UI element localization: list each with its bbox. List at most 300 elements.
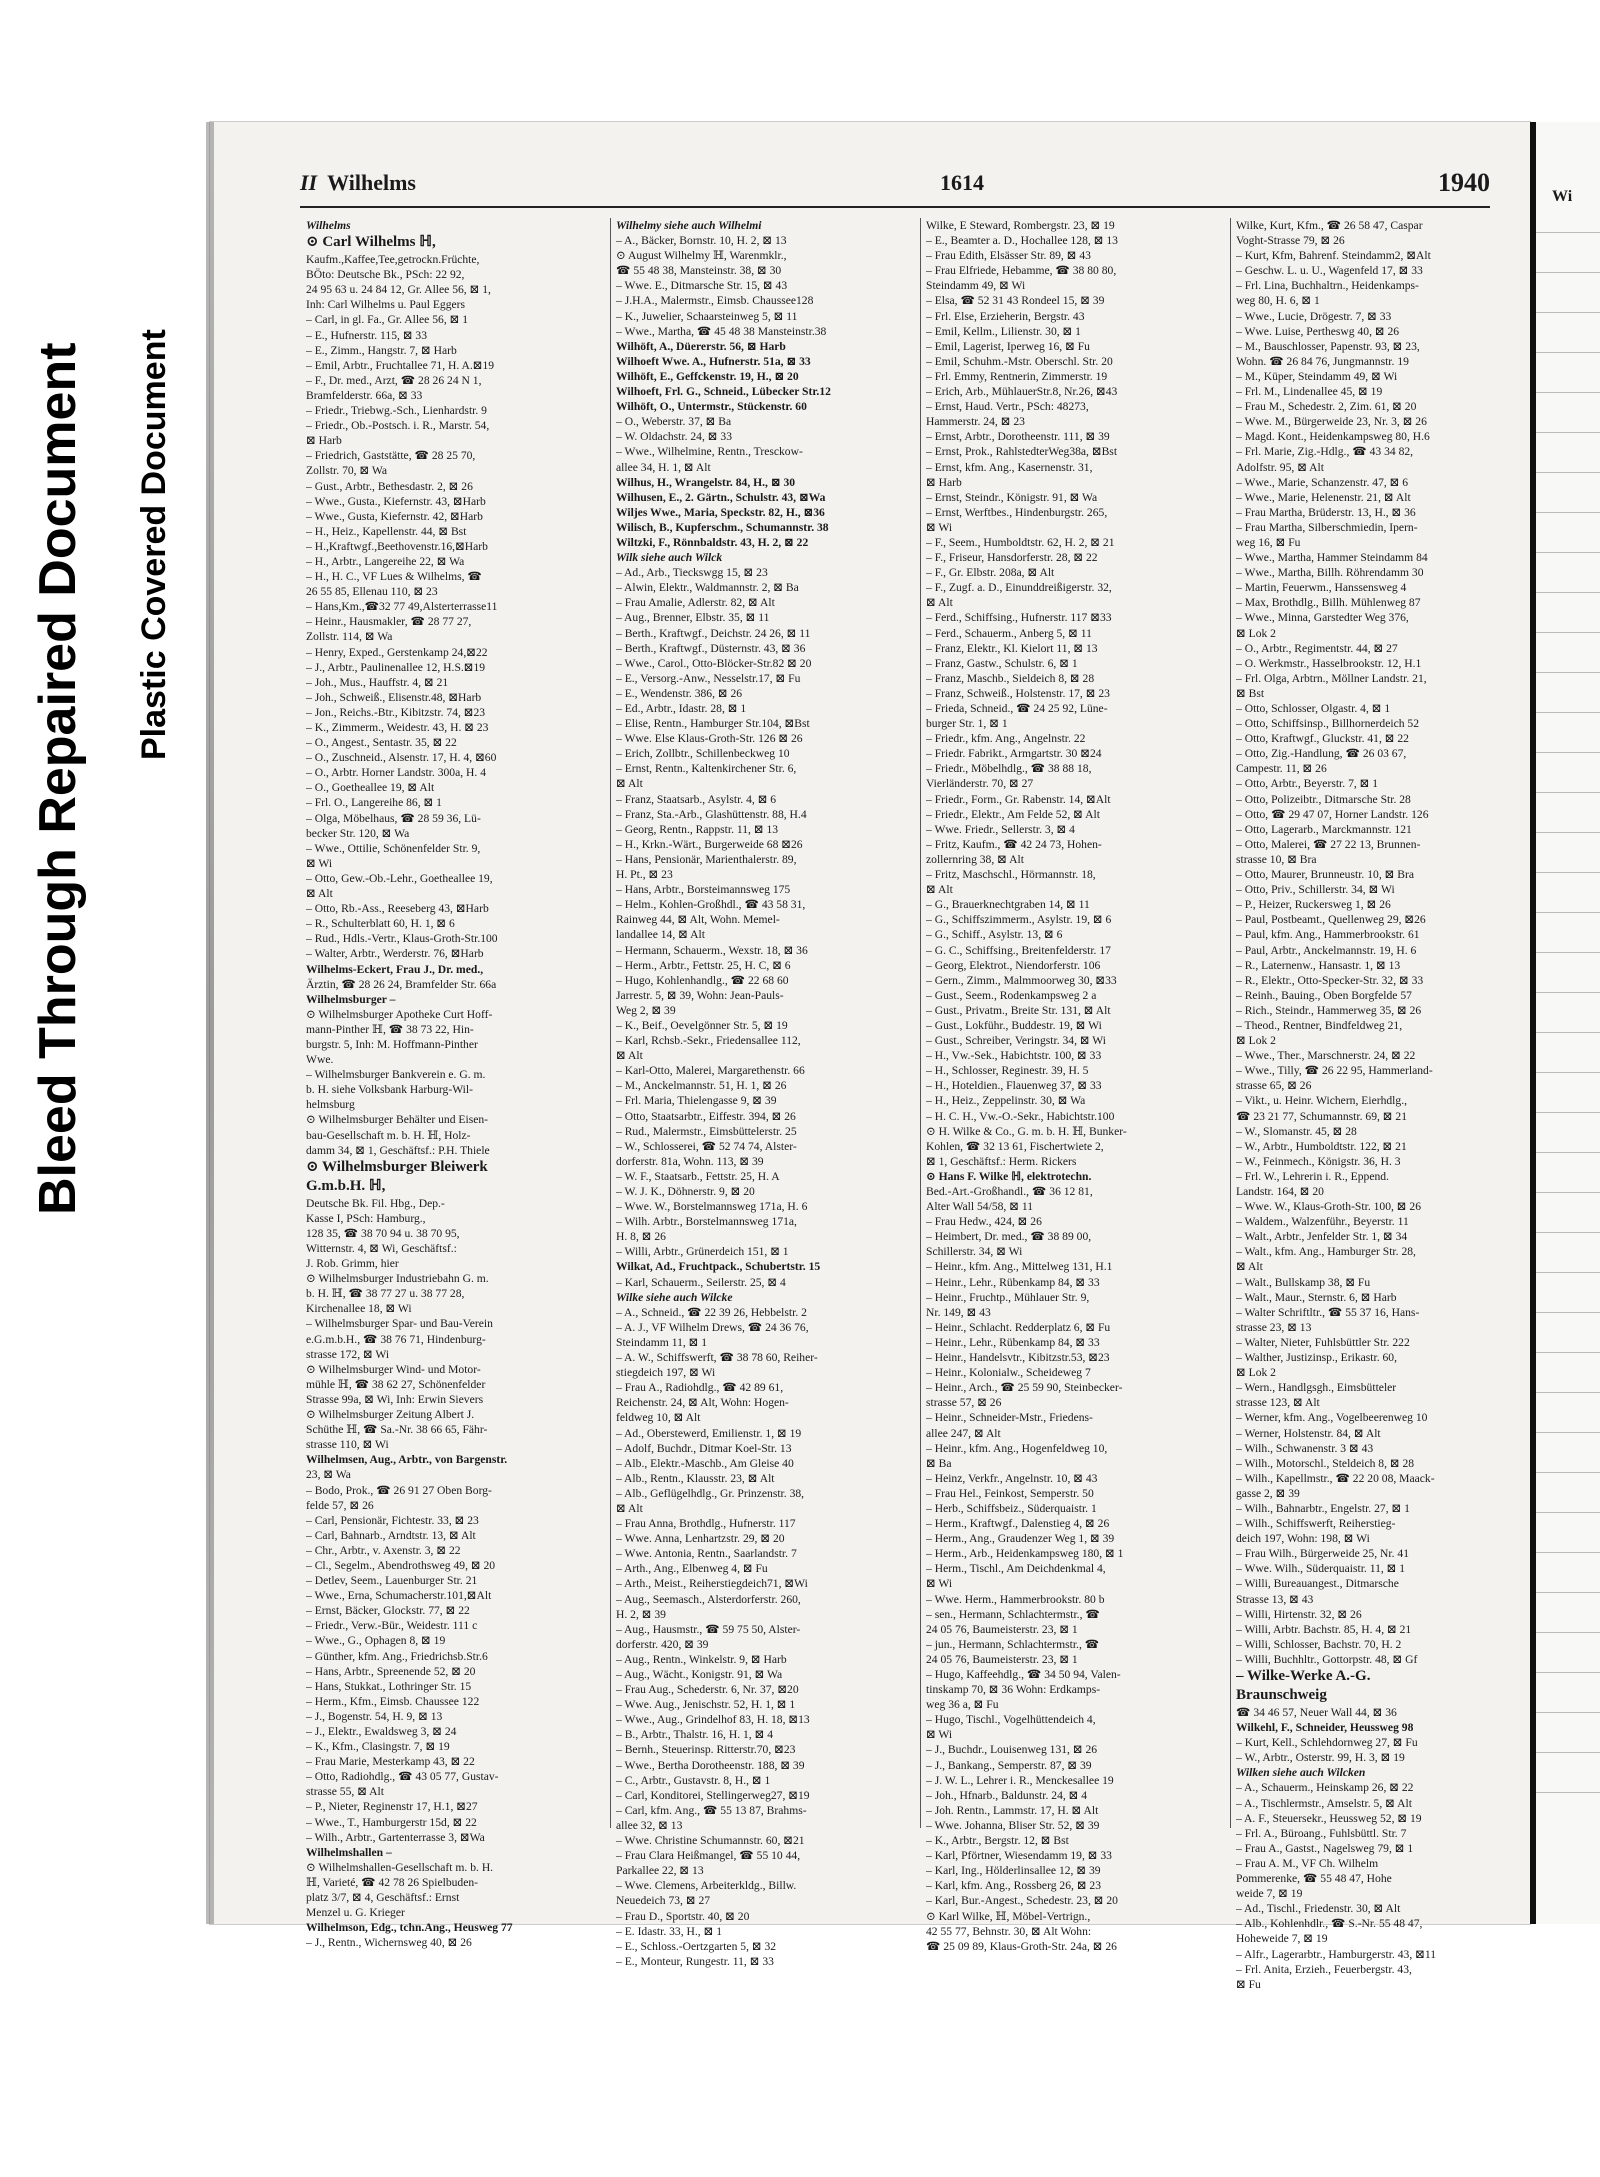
directory-entry: – H., Schlosser, Reginestr. 39, H. 5 (926, 1064, 1089, 1078)
directory-entry: – Franz, Schweiß., Holstenstr. 17, ⊠ 23 (926, 686, 1110, 700)
directory-entry: strasse 65, ⊠ 26 (1236, 1079, 1312, 1093)
adjacent-page-line (1536, 472, 1600, 473)
directory-entry: – Otto, Schlosser, Olgastr. 4, ⊠ 1 (1236, 702, 1391, 715)
directory-entry: Inh: Carl Wilhelms u. Paul Eggers (306, 298, 466, 312)
directory-entry: – O., Weberstr. 37, ⊠ Ba (616, 415, 732, 429)
directory-entry: – Carl, Konditorei, Stellingerweg27, ⊠19 (616, 1788, 810, 1802)
adjacent-page-line (1536, 1592, 1600, 1593)
directory-entry: – Otto, Gew.-Ob.-Lehr., Goetheallee 19, (306, 871, 493, 885)
directory-entry: – H., Arbtr., Langereihe 22, ⊠ Wa (306, 554, 465, 568)
adjacent-page-line (1536, 1432, 1600, 1433)
directory-entry: – Willi, Hirtenstr. 32, ⊠ 26 (1236, 1607, 1362, 1621)
directory-entry: Wilhelmson, Edg., tchn.Ang., Heusweg 77 (306, 1921, 513, 1935)
directory-entry: ⊠ Wi (926, 520, 953, 534)
directory-entry: Wohn. ☎ 26 84 76, Jungmannstr. 19 (1236, 354, 1409, 368)
directory-entry: – K., Arbtr., Bergstr. 12, ⊠ Bst (926, 1834, 1069, 1848)
directory-entry: – Gust., Arbtr., Bethesdastr. 2, ⊠ 26 (306, 479, 473, 493)
directory-entry: – Willi, Arbtr., Grünerdeich 151, ⊠ 1 (616, 1245, 789, 1259)
adjacent-page-line (1536, 1352, 1600, 1353)
directory-entry: – H. C. H., Vw.-O.-Sekr., Habichtstr.100 (926, 1109, 1115, 1123)
directory-entry: bau-Gesellschaft m. b. H. ℍ, Holz- (306, 1128, 471, 1142)
directory-entry: – Heimbert, Dr. med., ☎ 38 89 00, (926, 1230, 1092, 1244)
directory-entry: Wilkehl, F., Schneider, Heussweg 98 (1236, 1721, 1414, 1735)
directory-entry: Deutsche Bk. Fil. Hbg., Dep.- (306, 1196, 445, 1210)
directory-entry: – Otto, Staatsarbtr., Eiffestr. 394, ⊠ 26 (616, 1109, 796, 1123)
directory-entry: – Reinh., Bauing., Oben Borgfelde 57 (1236, 988, 1412, 1002)
directory-entry: – Friedr., kfm. Ang., Angelnstr. 22 (926, 732, 1086, 746)
directory-entry: – Franz, Elektr., Kl. Kielort 11, ⊠ 13 (926, 641, 1098, 655)
directory-entry: Nr. 149, ⊠ 43 (926, 1305, 991, 1319)
directory-entry: Strasse 99a, ⊠ Wi, Inh: Erwin Sievers (306, 1392, 484, 1406)
directory-entry: – Wilh., Schiffswerft, Reiherstieg- (1236, 1517, 1396, 1531)
directory-entry: – Joh. Rentn., Lammstr. 17, H. ⊠ Alt (926, 1803, 1099, 1817)
directory-entry: – Friedr., Elektr., Am Felde 52, ⊠ Alt (926, 807, 1100, 821)
directory-entry: – Paul, Postbeamt., Quellenweg 29, ⊠26 (1236, 913, 1426, 927)
directory-entry: – Franz, Maschb., Sieldeich 8, ⊠ 28 (926, 671, 1095, 685)
directory-entry: – J., Buchdr., Louisenweg 131, ⊠ 26 (926, 1743, 1098, 1757)
directory-entry: Campestr. 11, ⊠ 26 (1236, 762, 1327, 776)
adjacent-page-line (1536, 1032, 1600, 1033)
directory-entry: – Helm., Kohlen-Großhdl., ☎ 43 58 31, (616, 898, 806, 912)
directory-entry: – K., Zimmerm., Weidestr. 43, H. ⊠ 23 (306, 721, 489, 734)
directory-entry: – Gern., Zimm., Malmmoorweg 30, ⊠33 (926, 973, 1117, 987)
directory-entry: Alter Wall 54/58, ⊠ 11 (926, 1200, 1033, 1214)
page-header (300, 170, 1490, 206)
directory-entry: – Erich, Zollbtr., Schillenbeckweg 10 (616, 747, 790, 761)
directory-entry: Kohlen, ☎ 32 13 61, Fischertwiete 2, (926, 1139, 1104, 1153)
directory-entry: 42 55 77, Behnstr. 30, ⊠ Alt Wohn: (926, 1924, 1092, 1938)
directory-entry: Wilke, Kurt, Kfm., ☎ 26 58 47, Caspar (1236, 219, 1423, 232)
directory-entry: – A. F., Steuersekr., Heussweg 52, ⊠ 19 (1236, 1811, 1422, 1825)
directory-entry: strasse 123, ⊠ Alt (1236, 1396, 1320, 1410)
directory-entry: – Joh., Hfnarb., Baldunstr. 24, ⊠ 4 (926, 1788, 1088, 1802)
directory-entry: 24 05 76, Baumeisterstr. 23, ⊠ 1 (926, 1622, 1078, 1636)
adjacent-page-line (1536, 1552, 1600, 1553)
directory-entry: – G., Brauerknechtgraben 14, ⊠ 11 (926, 898, 1090, 912)
directory-entry: – Waldem., Walzenführ., Beyerstr. 11 (1236, 1215, 1409, 1229)
directory-entry: – Henry, Exped., Gerstenkamp 24,⊠22 (306, 645, 488, 659)
directory-entry: – F., Gr. Elbstr. 208a, ⊠ Alt (926, 566, 1055, 580)
directory-entry: tinskamp 70, ⊠ 36 Wohn: Erdkamps- (926, 1683, 1101, 1697)
directory-entry: – Heinz, Verkfr., Angelnstr. 10, ⊠ 43 (926, 1471, 1098, 1485)
directory-entry: deich 197, Wohn: 198, ⊠ Wi (1236, 1532, 1370, 1546)
directory-entry: Adolfstr. 95, ⊠ Alt (1236, 460, 1324, 474)
directory-entry: – H., Heiz., Kapellenstr. 44, ⊠ Bst (306, 524, 467, 538)
directory-entry: ⊙ H. Wilke & Co., G. m. b. H. ℍ, Bunker- (926, 1124, 1127, 1138)
directory-entry: – Heinr., Handelsvtr., Kibitzstr.53, ⊠23 (926, 1351, 1110, 1365)
directory-entry: – Ernst, Rentn., Kaltenkirchener Str. 6, (616, 762, 797, 776)
directory-entry: – Wwe. Herm., Hammerbrookstr. 80 b (926, 1592, 1105, 1606)
adjacent-page-line (1536, 352, 1600, 353)
directory-entry: – Willi, Bureauangest., Ditmarsche (1236, 1577, 1399, 1591)
directory-entry: – Karl, kfm. Ang., Rossberg 26, ⊠ 23 (926, 1879, 1102, 1893)
directory-entry: Ärztin, ☎ 28 26 24, Bramfelder Str. 66a (306, 977, 497, 991)
directory-entry: – Ed., Arbtr., Idastr. 28, ⊠ 1 (616, 702, 747, 715)
directory-entry: – Hans, Arbtr., Spreenende 52, ⊠ 20 (306, 1664, 476, 1678)
directory-entry: – W., Arbtr., Humboldtstr. 122, ⊠ 21 (1236, 1139, 1407, 1153)
directory-entry: – Hans, Stukkat., Lothringer Str. 15 (306, 1679, 472, 1693)
directory-entry: – Walter Schriftltr., ☎ 55 37 16, Hans- (1236, 1305, 1420, 1319)
directory-entry: Wilken siehe auch Wilcken (1236, 1766, 1366, 1780)
directory-entry: – Aug., Brenner, Elbstr. 35, ⊠ 11 (616, 611, 770, 625)
directory-entry: – Friedr., Verw.-Bür., Weidestr. 111 c (306, 1619, 478, 1633)
directory-column-3 (926, 218, 1222, 1954)
directory-entry: – Willi, Buchhltr., Gottorpstr. 48, ⊠ Gf (1236, 1652, 1418, 1666)
directory-column-4 (1236, 218, 1532, 1992)
directory-entry: – Frl. Else, Erzieherin, Bergstr. 43 (926, 309, 1085, 323)
directory-entry: – Geschw. L. u. U., Wagenfeld 17, ⊠ 33 (1236, 264, 1423, 278)
adjacent-page-line (1536, 872, 1600, 873)
directory-entry: – Alb., Elektr.-Maschb., Am Gleise 40 (616, 1456, 794, 1470)
directory-entry: – jun., Hermann, Schlachtermstr., ☎ (926, 1637, 1100, 1651)
directory-entry: ⊠ Wi (926, 1728, 953, 1742)
running-head-title: Wilhelms (327, 170, 416, 195)
directory-entry: – Gust., Seem., Rodenkampsweg 2 a (926, 988, 1097, 1002)
directory-entry: Wilhöft, O., Untermstr., Stückenstr. 60 (616, 400, 807, 414)
directory-entry: Parkallee 22, ⊠ 13 (616, 1864, 704, 1878)
directory-entry: – Wwe. Christine Schumannstr. 60, ⊠21 (616, 1834, 805, 1848)
directory-entry: – Friedrich, Gaststätte, ☎ 28 25 70, (306, 449, 476, 463)
directory-entry: – E., Monteur, Rungestr. 11, ⊠ 33 (616, 1954, 774, 1968)
directory-entry: – Ad., Tischl., Friedenstr. 30, ⊠ Alt (1236, 1902, 1401, 1916)
adjacent-page-line (1536, 392, 1600, 393)
directory-entry: 26 55 85, Ellenau 110, ⊠ 23 (306, 585, 438, 599)
directory-entry: – W., Feinmech., Königstr. 36, H. 3 (1236, 1154, 1401, 1168)
directory-entry: Wilhelmy siehe auch Wilhelmi (616, 219, 762, 232)
directory-entry: – Ferd., Schauerm., Anberg 5, ⊠ 11 (926, 626, 1092, 640)
directory-entry: weg 16, ⊠ Fu (1236, 535, 1301, 549)
directory-entry: helmsburg (306, 1098, 355, 1112)
directory-entry: – F., Zugf. a. D., Einunddreißigerstr. 32, (926, 581, 1112, 595)
directory-entry: – Aug., Seemasch., Alsterdorferstr. 260, (616, 1592, 801, 1606)
directory-entry: – Frieda, Schneid., ☎ 24 25 92, Lüne- (926, 702, 1108, 715)
directory-entry: – Wilke-Werke A.-G. (1236, 1668, 1371, 1684)
directory-entry: allee 32, ⊠ 13 (616, 1818, 683, 1832)
directory-entry: – Frau Edith, Elsässer Str. 89, ⊠ 43 (926, 249, 1091, 263)
adjacent-page-line (1536, 952, 1600, 953)
directory-entry: – Aug., Wächt., Konigstr. 91, ⊠ Wa (616, 1668, 783, 1681)
directory-entry: ⊠ Harb (306, 434, 342, 448)
directory-entry: – Hermann, Schauerm., Wexstr. 18, ⊠ 36 (616, 943, 808, 957)
directory-entry: – Wilh., Schwanenstr. 3 ⊠ 43 (1236, 1441, 1374, 1455)
directory-entry: Witternstr. 4, ⊠ Wi, Geschäftsf.: (306, 1242, 457, 1255)
directory-entry: Zollstr. 114, ⊠ Wa (306, 630, 393, 644)
directory-entry: – Wwe. M., Bürgerweide 23, Nr. 3, ⊠ 26 (1236, 415, 1427, 429)
directory-entry: – Fritz, Kaufm., ☎ 42 24 73, Hohen- (926, 837, 1102, 851)
adjacent-page-line (1536, 1792, 1600, 1793)
directory-entry: – O., Angest., Sentastr. 35, ⊠ 22 (306, 736, 457, 750)
directory-entry: – E., Schloss.-Oertzgarten 5, ⊠ 32 (616, 1939, 777, 1953)
directory-entry: – Alwin, Elektr., Waldmannstr. 2, ⊠ Ba (616, 581, 799, 595)
directory-entry: – E., Versorg.-Anw., Nesselstr.17, ⊠ Fu (616, 671, 801, 685)
directory-entry: – Herm., Kraftwgf., Dalenstieg 4, ⊠ 26 (926, 1517, 1110, 1531)
directory-entry: – Heinr., kfm. Ang., Mittelweg 131, H.1 (926, 1260, 1113, 1274)
directory-entry: H. Pt., ⊠ 23 (616, 868, 673, 882)
directory-entry: – Fritz, Maschschl., Hörmannstr. 18, (926, 868, 1096, 882)
directory-entry: strasse 55, ⊠ Alt (306, 1785, 384, 1799)
directory-entry: – Heinr., kfm. Ang., Hogenfeldweg 10, (926, 1441, 1108, 1455)
directory-entry: – Hugo, Tischl., Vogelhüttendeich 4, (926, 1713, 1096, 1727)
directory-entry: – Franz, Sta.-Arb., Glashüttenstr. 88, H.4 (616, 807, 807, 821)
adjacent-page-line (1536, 712, 1600, 713)
directory-entry: – Frl. W., Lehrerin i. R., Eppend. (1236, 1169, 1389, 1183)
directory-entry: – M., Anckelmannstr. 51, H. 1, ⊠ 26 (616, 1079, 787, 1093)
adjacent-page-line (1536, 752, 1600, 753)
adjacent-page-line (1536, 272, 1600, 273)
directory-entry: ℍ, Varieté, ☎ 42 78 26 Spielbuden- (306, 1875, 479, 1889)
directory-entry: – Walt., Bullskamp 38, ⊠ Fu (1236, 1275, 1371, 1289)
directory-entry: – J., Rentn., Wichernsweg 40, ⊠ 26 (306, 1936, 472, 1950)
directory-entry: – R., Laternenw., Hansastr. 1, ⊠ 13 (1236, 958, 1401, 972)
adjacent-page-line (1536, 1232, 1600, 1233)
adjacent-page-line (1536, 552, 1600, 553)
directory-entry: – Heinr., Schneider-Mstr., Friedens- (926, 1411, 1093, 1425)
directory-entry: 24 95 63 u. 24 84 12, Gr. Allee 56, ⊠ 1, (306, 283, 491, 297)
directory-entry: Strasse 13, ⊠ 43 (1236, 1592, 1314, 1606)
directory-entry: – Frl. Anita, Erzieh., Feuerbergstr. 43, (1236, 1962, 1412, 1976)
directory-entry: – Friedr., Möbelhdlg., ☎ 38 88 18, (926, 762, 1092, 776)
adjacent-page-line (1536, 1712, 1600, 1713)
adjacent-page-line (1536, 1272, 1600, 1273)
directory-entry: – Herm., Arbtr., Fettstr. 25, H. C, ⊠ 6 (616, 958, 791, 972)
directory-entry: strasse 23, ⊠ 13 (1236, 1320, 1312, 1334)
directory-entry: – Frl. Marie, Zig.-Hdlg., ☎ 43 34 82, (1236, 445, 1414, 459)
directory-entry: Wilhelmsburger – (306, 992, 396, 1006)
directory-entry: – Otto, Schiffsinsp., Billhornerdeich 52 (1236, 717, 1420, 731)
directory-entry: ⊙ Wilhelmsburger Wind- und Motor- (306, 1362, 481, 1376)
directory-entry: ⊠ Wi (306, 856, 333, 870)
directory-entry: – Wwe. Clemens, Arbeiterkldg., Billw. (616, 1879, 797, 1893)
directory-entry: Wwe. (306, 1053, 334, 1067)
directory-entry: Wilhus, H., Wrangelstr. 84, H., ⊠ 30 (616, 475, 796, 489)
directory-entry: – Aug., Hausmstr., ☎ 59 75 50, Alster- (616, 1622, 801, 1636)
directory-entry: – C., Arbtr., Gustavstr. 8, H., ⊠ 1 (616, 1773, 771, 1787)
directory-entry: – Carl, Bahnarb., Arndtstr. 13, ⊠ Alt (306, 1528, 476, 1542)
directory-entry: J. Rob. Grimm, hier (306, 1257, 399, 1271)
directory-entry: – Wwe., Aug., Grindelhof 83, H. 18, ⊠13 (616, 1713, 810, 1727)
directory-entry: – Ernst, Werftbes., Hindenburgstr. 265, (926, 505, 1108, 519)
directory-entry: ⊙ August Wilhelmy ℍ, Warenmklr., (616, 249, 787, 263)
directory-entry: Steindamm 11, ⊠ 1 (616, 1335, 708, 1349)
directory-entry: – W. F., Staatsarb., Fettstr. 25, H. A (616, 1169, 780, 1183)
directory-entry: Kaufm.,Kaffee,Tee,getrockn.Früchte, (306, 253, 480, 267)
scanned-page (210, 122, 1530, 1991)
directory-entry: – Frau Anna, Brothdlg., Hufnerstr. 117 (616, 1517, 796, 1531)
directory-entry: ⊙ Wilhelmsburger Behälter und Eisen- (306, 1113, 489, 1127)
directory-entry: – Otto, Arbtr., Beyerstr. 7, ⊠ 1 (1236, 777, 1379, 791)
directory-entry: – Frau Aug., Schederstr. 6, Nr. 37, ⊠20 (616, 1683, 799, 1697)
column-divider (610, 218, 611, 1828)
directory-entry: – E. Idastr. 33, H., ⊠ 1 (616, 1924, 722, 1938)
directory-entry: – Otto, Lagerarb., Marckmannstr. 121 (1236, 822, 1412, 836)
directory-entry: – Wwe. W., Klaus-Groth-Str. 100, ⊠ 26 (1236, 1200, 1422, 1214)
directory-entry: strasse 57, ⊠ 26 (926, 1396, 1002, 1410)
directory-entry: – E., Wendenstr. 386, ⊠ 26 (616, 686, 743, 700)
directory-entry: Wiltzki, F., Rönnbaldstr. 43, H. 2, ⊠ 22 (616, 535, 809, 549)
directory-entry: – W. J. K., Döhnerstr. 9, ⊠ 20 (616, 1185, 755, 1198)
directory-entry: – A., Schneid., ☎ 22 39 26, Hebbelstr. 2 (616, 1305, 807, 1319)
directory-entry: weg 36 a, ⊠ Fu (926, 1698, 999, 1712)
directory-entry: Steindamm 49, ⊠ Wi (926, 279, 1026, 293)
directory-entry: – M., Küper, Steindamm 49, ⊠ Wi (1236, 369, 1398, 383)
directory-entry: – Wilh., Kapellmstr., ☎ 22 20 08, Maack- (1236, 1471, 1435, 1485)
directory-entry: – Walter, Nieter, Fuhlsbüttler Str. 222 (1236, 1335, 1410, 1349)
directory-entry: – Wwe., Carol., Otto-Blöcker-Str.82 ⊠ 20 (616, 656, 812, 670)
directory-entry: – Frau Elfriede, Hebamme, ☎ 38 80 80, (926, 264, 1117, 278)
adjacent-page-line (1536, 832, 1600, 833)
directory-entry: – Wwe., Martha, Hammer Steindamm 84 (1236, 551, 1428, 565)
directory-entry: – Ernst, Steindr., Königstr. 91, ⊠ Wa (926, 490, 1098, 504)
directory-entry: – Wwe. W., Borstelmannsweg 171a, H. 6 (616, 1200, 808, 1214)
directory-entry: – H., H. C., VF Lues & Wilhelms, ☎ (306, 570, 482, 584)
directory-entry: – Wwe. Friedr., Sellerstr. 3, ⊠ 4 (926, 822, 1075, 836)
directory-entry: Bramfelderstr. 66a, ⊠ 33 (306, 388, 423, 402)
directory-entry: – Wwe., Erna, Schumacherstr.101,⊠Alt (306, 1589, 492, 1603)
directory-entry: – Friedr., Triebwg.-Sch., Lienhardstr. 9 (306, 404, 487, 418)
directory-entry: – Hugo, Kaffeehdlg., ☎ 34 50 94, Valen- (926, 1668, 1121, 1681)
directory-entry: – Otto, Zig.-Handlung, ☎ 26 03 67, (1236, 747, 1407, 761)
directory-entry: – Magd. Kont., Heidenkampsweg 80, H.6 (1236, 430, 1430, 444)
directory-entry: – Olga, Möbelhaus, ☎ 28 59 36, Lü- (306, 811, 481, 825)
directory-entry: – Emil, Arbtr., Fruchtallee 71, H. A.⊠19 (306, 358, 495, 372)
adjacent-page-line (1536, 1472, 1600, 1473)
directory-entry: – Walther, Justizinsp., Erikastr. 60, (1236, 1351, 1398, 1365)
directory-entry: ⊠ Alt (616, 1501, 643, 1515)
directory-entry: – R., Elektr., Otto-Specker-Str. 32, ⊠ 33 (1236, 973, 1424, 987)
directory-entry: – H., Krkn.-Wärt., Burgerweide 68 ⊠26 (616, 837, 803, 851)
directory-entry: – Herm., Tischl., Am Deichdenkmal 4, (926, 1562, 1106, 1576)
directory-entry: – Bernh., Steuerinsp. Ritterstr.70, ⊠23 (616, 1743, 796, 1757)
directory-entry: – Heinr., Arch., ☎ 25 59 90, Steinbecker- (926, 1381, 1123, 1395)
directory-entry: – Gust., Lokführ., Buddestr. 19, ⊠ Wi (926, 1018, 1102, 1032)
directory-entry: – Frl. Emmy, Rentnerin, Zimmerstr. 19 (926, 369, 1108, 383)
header-rule (300, 206, 1490, 208)
directory-entry: Wilhelmshallen – (306, 1845, 392, 1859)
directory-entry: Rainweg 44, ⊠ Alt, Wohn. Memel- (616, 913, 780, 927)
directory-entry: – Carl, in gl. Fa., Gr. Allee 56, ⊠ 1 (306, 313, 469, 327)
directory-entry: – Otto, Kraftwgf., Gluckstr. 41, ⊠ 22 (1236, 732, 1409, 746)
directory-entry: – E., Zimm., Hangstr. 7, ⊠ Harb (306, 343, 457, 357)
directory-entry: – J., Elektr., Ewaldsweg 3, ⊠ 24 (306, 1725, 457, 1738)
directory-entry: – Franz, Gastw., Schulstr. 6, ⊠ 1 (926, 656, 1078, 670)
directory-entry: ☎ 25 09 89, Klaus-Groth-Str. 24a, ⊠ 26 (926, 1939, 1117, 1953)
adjacent-page-line (1536, 1632, 1600, 1633)
directory-entry: – Frl. A., Büroang., Fuhlsbüttl. Str. 7 (1236, 1826, 1407, 1840)
directory-entry: b. H. siehe Volksbank Harburg-Wil- (306, 1083, 473, 1097)
directory-entry: ⊠ Alt (1236, 1260, 1263, 1274)
directory-entry: – Karl-Otto, Malerei, Margarethenstr. 66 (616, 1064, 805, 1078)
directory-entry: – Wilh., Arbtr., Gartenterrasse 3, ⊠Wa (306, 1830, 485, 1844)
directory-entry: – K., Juwelier, Schaarsteinweg 5, ⊠ 11 (616, 309, 798, 323)
directory-entry: – Karl, Pförtner, Wiesendamm 19, ⊠ 33 (926, 1849, 1112, 1863)
directory-entry: ⊙ Wilhelmsburger Industriebahn G. m. (306, 1272, 489, 1286)
directory-entry: Wilhöft, E., Geffckenstr. 19, H., ⊠ 20 (616, 369, 799, 383)
directory-entry: – W., Slomanstr. 45, ⊠ 28 (1236, 1124, 1357, 1138)
directory-column-1 (306, 218, 602, 1950)
directory-entry: – Martin, Feuerwm., Hanssensweg 4 (1236, 581, 1407, 595)
directory-entry: – O., Arbtr., Regimentstr. 44, ⊠ 27 (1236, 641, 1398, 655)
side-label-plastic-covered: Plastic Covered Document (135, 329, 173, 760)
directory-entry: H. 2, ⊠ 39 (616, 1607, 666, 1621)
directory-entry: weide 7, ⊠ 19 (1236, 1887, 1303, 1901)
directory-entry: – Frau M., Schedestr. 2, Zim. 61, ⊠ 20 (1236, 400, 1417, 414)
directory-entry: – Ernst, Haud. Vertr., PSch: 48273, (926, 400, 1089, 414)
page-number: 1614 (940, 170, 984, 195)
directory-entry: felde 57, ⊠ 26 (306, 1498, 374, 1512)
directory-entry: ⊙ Karl Wilke, ℍ, Möbel-Vertrign., (926, 1909, 1091, 1923)
directory-entry: – Berth., Kraftwgf., Düsternstr. 43, ⊠ 36 (616, 641, 806, 655)
directory-entry: dorferstr. 420, ⊠ 39 (616, 1637, 709, 1651)
directory-entry: – Vikt., u. Heinr. Wichern, Eierhdlg., (1236, 1094, 1407, 1108)
directory-entry: – Alb., Geflügelhdlg., Gr. Prinzenstr. 38, (616, 1486, 805, 1500)
directory-entry: ⊠ Alt (926, 883, 953, 897)
directory-entry: – Theod., Rentner, Bindfeldweg 21, (1236, 1018, 1403, 1032)
directory-entry: Wilhelms-Eckert, Frau J., Dr. med., (306, 962, 484, 976)
directory-entry: Kirchenallee 18, ⊠ Wi (306, 1302, 412, 1316)
directory-entry: – Elsa, ☎ 52 31 43 Rondeel 15, ⊠ 39 (926, 294, 1105, 308)
adjacent-page-text: Wi (1552, 188, 1573, 205)
directory-entry: – Wwe. Aug., Jenischstr. 52, H. 1, ⊠ 1 (616, 1698, 796, 1712)
directory-entry: – W. Oldachstr. 24, ⊠ 33 (616, 430, 732, 444)
directory-entry: weg 80, H. 6, ⊠ 1 (1236, 294, 1320, 308)
directory-entry: – Hans, Arbtr., Borsteimannsweg 175 (616, 883, 791, 897)
directory-entry: gasse 2, ⊠ 39 (1236, 1486, 1300, 1500)
directory-entry: – O. Werkmstr., Hasselbrookstr. 12, H.1 (1236, 656, 1422, 670)
directory-entry: – Wilhelmsburger Spar- und Bau-Verein (306, 1317, 493, 1331)
directory-entry: allee 34, H. 1, ⊠ Alt (616, 460, 711, 474)
directory-entry: ⊙ Wilhelmsburger Zeitung Albert J. (306, 1408, 475, 1422)
directory-entry: – E., Hufnerstr. 115, ⊠ 33 (306, 328, 428, 342)
directory-entry: – Ad., Arb., Tieckswgg 15, ⊠ 23 (616, 566, 768, 580)
directory-entry: – J., Bankang., Semperstr. 87, ⊠ 39 (926, 1758, 1092, 1772)
directory-entry: – Frau Martha, Brüderstr. 13, H., ⊠ 36 (1236, 505, 1416, 519)
directory-entry: – sen., Hermann, Schlachtermstr., ☎ (926, 1607, 1100, 1621)
running-head (300, 170, 416, 196)
adjacent-page-edge (1530, 122, 1600, 1924)
directory-entry: – Alb., Kohlenhdlr., ☎ S.-Nr. 55 48 47, (1236, 1917, 1423, 1931)
directory-entry: e.G.m.b.H., ☎ 38 76 71, Hindenburg- (306, 1332, 486, 1346)
adjacent-page-line (1536, 1512, 1600, 1513)
directory-entry: – Erich, Arb., MühlauerStr.8, Nr.26, ⊠43 (926, 385, 1118, 399)
directory-entry: – O., Arbtr. Horner Landstr. 300a, H. 4 (306, 766, 486, 780)
directory-entry: ⊠ Bst (1236, 686, 1265, 700)
directory-entry: – Wwe., Tilly, ☎ 26 22 95, Hammerland- (1236, 1064, 1433, 1078)
directory-entry: – F., Friseur, Hansdorferstr. 28, ⊠ 22 (926, 551, 1098, 565)
directory-entry: – R., Schulterblatt 60, H. 1, ⊠ 6 (306, 917, 455, 931)
directory-entry: – A., Bäcker, Bornstr. 10, H. 2, ⊠ 13 (616, 234, 787, 248)
adjacent-page-line (1536, 792, 1600, 793)
directory-entry: – Frau D., Sportstr. 40, ⊠ 20 (616, 1909, 750, 1923)
directory-entry: – Cl., Segelm., Abendrothsweg 49, ⊠ 20 (306, 1558, 496, 1572)
directory-entry: H. 8, ⊠ 26 (616, 1230, 666, 1244)
adjacent-page-line (1536, 992, 1600, 993)
directory-entry: – Rich., Steindr., Hammerweg 35, ⊠ 26 (1236, 1003, 1422, 1017)
directory-entry: ⊙ Wilhelmsburger Bleiwerk (306, 1158, 488, 1175)
directory-entry: – Wwe., Ottilie, Schönenfelder Str. 9, (306, 841, 481, 855)
year: 1940 (1438, 168, 1490, 197)
directory-entry: burgstr. 5, Inh: M. Hoffmann-Pinther (306, 1037, 478, 1051)
directory-entry: – A. J., VF Wilhelm Drews, ☎ 24 36 76, (616, 1320, 809, 1334)
directory-entry: – Karl, Schauerm., Seilerstr. 25, ⊠ 4 (616, 1275, 786, 1289)
directory-entry: Schüthe ℍ, ☎ Sa.-Nr. 38 66 65, Fähr- (306, 1423, 488, 1437)
directory-entry: – Otto, Malerei, ☎ 27 22 13, Brunnen- (1236, 837, 1421, 851)
directory-entry: – Rud., Hdls.-Vertr., Klaus-Groth-Str.100 (306, 932, 498, 946)
directory-entry: BÖto: Deutsche Bk., PSch: 22 92, (306, 268, 465, 282)
directory-entry: – J. W. L., Lehrer i. R., Menckesallee 19 (926, 1773, 1114, 1787)
directory-entry: – Walter, Arbtr., Werderstr. 76, ⊠Harb (306, 947, 484, 961)
directory-entry: Wilkat, Ad., Fruchtpack., Schubertstr. 15 (616, 1260, 821, 1274)
directory-entry: – Heinr., Lehr., Rübenkamp 84, ⊠ 33 (926, 1275, 1100, 1289)
